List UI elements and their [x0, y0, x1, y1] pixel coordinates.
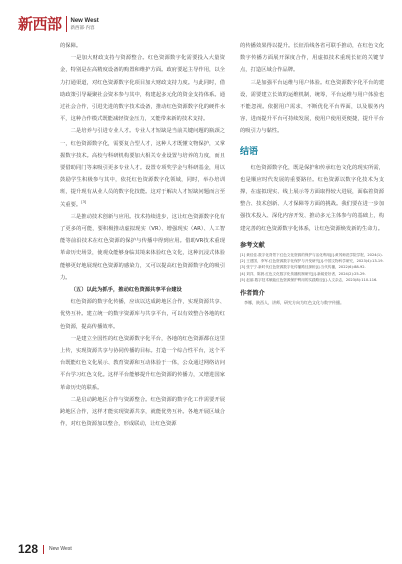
sub-heading: （五）以此为抓手，推动红色资源共享平台建设 [70, 287, 182, 294]
footer-journal-name: New West [49, 546, 72, 552]
citation-mark: [3] [81, 199, 87, 204]
logo-english-sub: 新西部·内容 [70, 24, 95, 30]
paragraph: 的传播效果得以提升。长征沿线各省可联手推动，在红色文化数字传播方面展开深度合作，用虚拟技术重现长征的关键节点，打造区域合作品牌。 [240, 43, 384, 74]
masthead [18, 14, 99, 34]
author-bio: 李娜，陕西人，讲师，研究方向为红色文化与数字传播。 [244, 300, 344, 306]
paragraph: 的保障。 [60, 43, 82, 49]
footer-divider [43, 545, 44, 554]
right-column [240, 40, 384, 307]
page-footer [18, 542, 72, 556]
left-column [60, 40, 225, 431]
paragraph-text: 二是培养与引进专业人才。专业人才短缺是当前关键问题的瓶颈之一，红色资源数字化，需要复合型人才，这种人才既懂文物保护，又掌握数字技术。高校与科研机构要加大相关专业设置与培养的力度，而且要借助同门等来吸引更多专业人才。设置专项奖学金与科研基金，用以鼓励学生积极参与其中，依托红色资源数字化领域，同时，举办培训班，提升现有从业人员的数字化技能。这对于解决人才短缺问题而言至关重要。 [60, 128, 225, 208]
paragraph: 红色资源数字化，既是保护和传承红色文化的现实所需，也是顺应时代发展的重要路径。红色资源以数字化技术为支撑，在虚拟现实、线上展示等方面取得较大进展，面临着资源整合、技术创新、人才保障等方面的挑战。我们要在进一步加强技术投入、深化内容开发、推动多元主体参与的基础上，构建完善的红色资源数字化体系，让红色资源焕发新的生命力。 [240, 164, 384, 232]
paragraph: 一是建立全国性的红色资源数字化平台，各地的红色资源都在这里上传，实现资源共享与协同传播的目标。打造一个综合性平台，这个平台既能红色文化展示、教育资源和互动体验于一体，公众通过网络访问平台学习红色文化。这样平台能够提升红色资源的传播力，又增进国家革命历史的联系。 [60, 335, 225, 391]
author-bio-title: 作者简介 [240, 290, 265, 298]
references-title: 参考文献 [240, 241, 265, 249]
reference-item: [3] 张宁宁.新时代红色资源数字化传播路径探析[J].当代传播，2022(6):88-92. [240, 265, 366, 270]
page-number: 128 [18, 542, 39, 556]
paragraph [60, 125, 225, 210]
paragraph: 一是加大财政支持与资源整合。红色资源数字化需要投入大量资金，特别是在高精度设备的购置和维护方面。政府要起主导作用，以全力打通渠道，对红色资源数字化项目加大财政支持力度。与此同时，借助政策引导凝聚社会资本参与其中，构建起多元化的资金支持体系。通过社会合作，引进先进的数字技术设备，推动红色资源数字化的硬件水平，这种合作模式既能减轻资金压力，又能带来新的技术支持。 [60, 55, 225, 123]
paragraph: 三是推动技术创新与应用。技术持续进步，这让红色资源数字化有了更多的可能，要积极推动虚拟现实（VR）、增强现实（AR）、人工智能等前沿技术在红色资源的保护与传播中得到应用。借助VR技术重现革命历史场景，使观众能够身临其境来体验红色文化，这种沉浸式体验能够更好地展现红色资源的感染力，又可以提高红色资源数字化的吸引力。 [60, 213, 225, 281]
section-title-conclusion: 结语 [240, 146, 259, 157]
reference-item: [4] 刘洋，陈晨.红色文化数字化传播机制研究[J].新闻爱好者，2024(2):25-29. [240, 271, 366, 276]
reference-item: [5] 赵丽.数字技术赋能红色资源保护利用的实践路径[J].人文杂志，2023(8):110-116. [240, 278, 378, 283]
references-list [240, 252, 384, 283]
logo-english-main: New West [70, 17, 99, 24]
logo-chinese: 新西部 [18, 15, 62, 33]
reference-item: [2] 王建国，李军.红色资源数字化保护与开发研究[J].中国文物科学研究，2023(4):13-19. [240, 259, 384, 264]
reference-item: [1] 黄佳佳.数字化背景下红色文化资源的保护与活化利用[J].黄冈师范学院学报，2024(1). [240, 252, 383, 257]
paragraph: 红色资源的数字化传播，应该以达成跨地区合作，实现资源共享、优势互补。建立统一的数字资源库与共享平台，可以有效整合各地的红色资源，提高传播效率。 [60, 299, 225, 330]
paragraph: 三是加强平台运维与用户体验。红色资源数字化平台的建设，需要建立长效的运维机制，统筹，平台运维与用户体验也不能忽视。依据用户需求，不断优化平台界面，以及服务内容，进而提升平台可持续发展，使用户使用更便捷，提升平台的吸引力与黏性。 [240, 79, 384, 135]
logo-english [71, 18, 99, 31]
logo-divider [66, 16, 67, 32]
paragraph: 二是启动跨地区合作与资源整合。红色资源的数字化工作需要开展跨地区合作，这样才能实现资源共享，就能优势互补。各地开展区域合作，对红色资源加以整合，形成联动，让红色资源 [60, 396, 225, 428]
